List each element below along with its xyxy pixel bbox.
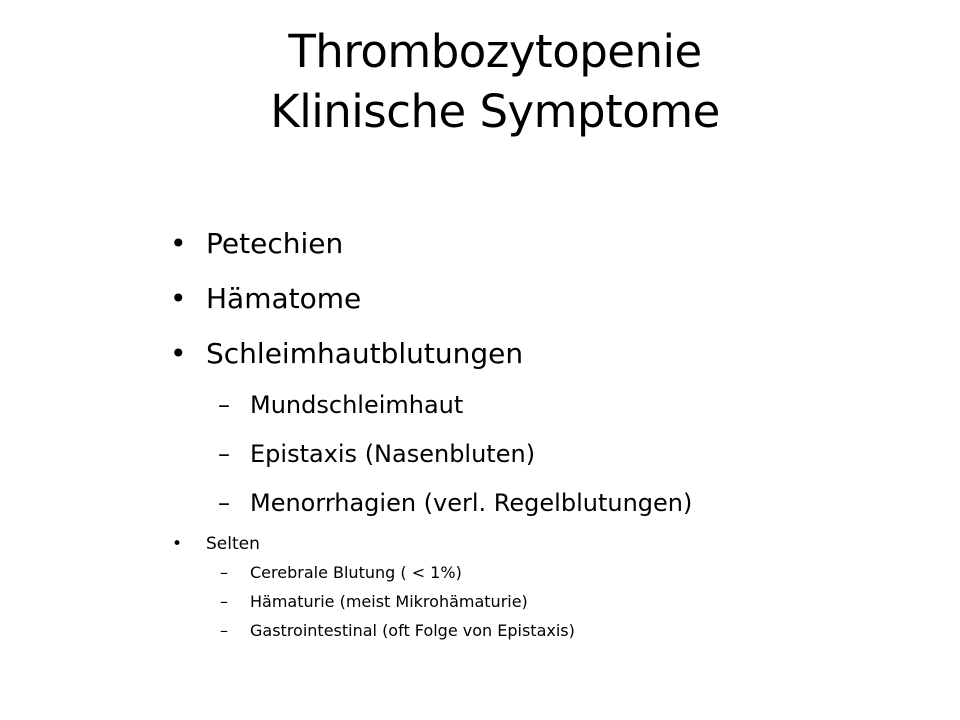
sub-item-cerebrale-blutung — [170, 558, 930, 587]
bullet-marker: • — [170, 227, 187, 260]
dash-marker: – — [218, 489, 230, 517]
bullet-item-haematome — [170, 271, 930, 326]
sub-item-text: Gastrointestinal (oft Folge von Epistaxis) — [250, 621, 575, 640]
bullet-list — [170, 216, 930, 645]
bullet-marker: • — [170, 282, 187, 315]
bullet-item-selten — [170, 530, 930, 558]
bullet-text: Schleimhautblutungen — [206, 337, 524, 370]
title-line-2: Klinische Symptome — [270, 85, 720, 138]
bullet-item-schleimhautblutungen — [170, 326, 930, 381]
title-line-1: Thrombozytopenie — [288, 25, 702, 78]
bullet-text: Selten — [206, 534, 260, 554]
bullet-text: Hämatome — [206, 282, 362, 315]
sub-item-text: Hämaturie (meist Mikrohämaturie) — [250, 592, 528, 611]
dash-marker: – — [218, 391, 230, 419]
dash-marker: – — [220, 563, 228, 582]
dash-marker: – — [220, 621, 228, 640]
sub-item-epistaxis — [170, 430, 930, 479]
bullet-item-petechien — [170, 216, 930, 271]
sub-item-text: Epistaxis (Nasenbluten) — [250, 440, 536, 468]
bullet-text: Petechien — [206, 227, 344, 260]
sub-item-mundschleimhaut — [170, 381, 930, 430]
dash-marker: – — [220, 592, 228, 611]
sub-item-menorrhagien — [170, 479, 930, 528]
sub-item-gastrointestinal — [170, 616, 930, 645]
slide-title — [0, 22, 960, 142]
sub-item-haematurie — [170, 587, 930, 616]
sub-item-text: Mundschleimhaut — [250, 391, 464, 419]
bullet-marker: • — [172, 534, 183, 554]
sub-item-text: Menorrhagien (verl. Regelblutungen) — [250, 489, 693, 517]
bullet-marker: • — [170, 337, 187, 370]
sub-item-text: Cerebrale Blutung ( < 1%) — [250, 563, 462, 582]
dash-marker: – — [218, 440, 230, 468]
